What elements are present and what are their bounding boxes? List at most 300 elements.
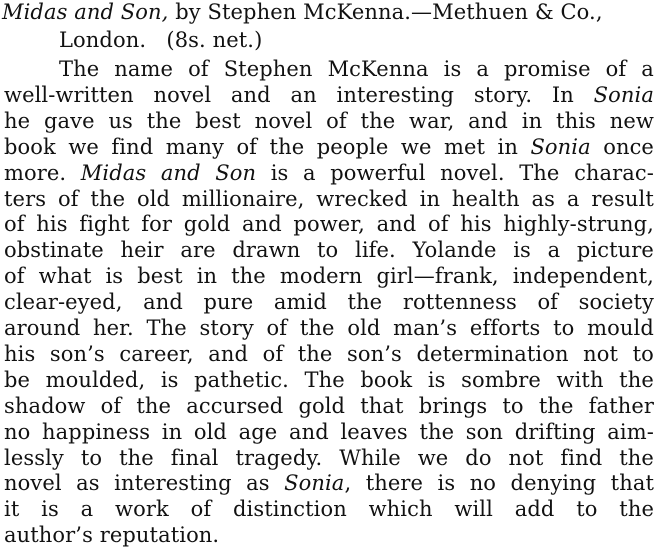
- word: [137, 187, 170, 212]
- word: [305, 368, 345, 393]
- word: [101, 394, 122, 419]
- text-run: leaves: [340, 420, 408, 444]
- text-run: it: [4, 497, 20, 521]
- text-run: well-written: [4, 83, 134, 107]
- text-run: In: [551, 83, 574, 107]
- word: [409, 109, 454, 134]
- word: [377, 212, 417, 237]
- review-text-line: [4, 394, 654, 419]
- italic-title: Son: [215, 161, 257, 185]
- word: [532, 187, 556, 212]
- text-run: best: [137, 264, 183, 288]
- word: [111, 135, 153, 160]
- text-run: drifting: [514, 420, 596, 444]
- review-header-line: [2, 0, 603, 25]
- text-run: Stephen: [223, 57, 313, 81]
- text-run: be: [4, 368, 31, 392]
- text-run: find: [560, 446, 603, 470]
- word: [530, 135, 590, 160]
- word: [560, 446, 602, 471]
- word: [603, 135, 654, 160]
- text-run: moulded,: [45, 368, 146, 392]
- text-run: the: [90, 187, 126, 211]
- word: [4, 497, 19, 522]
- word: [583, 342, 618, 367]
- text-run: health: [451, 187, 520, 211]
- word: [263, 342, 284, 367]
- text-run: once: [603, 135, 654, 159]
- word: [39, 264, 92, 289]
- word: [522, 109, 542, 134]
- word: [114, 57, 173, 82]
- word: [401, 135, 432, 160]
- word: [393, 316, 457, 341]
- text-run: novel: [254, 109, 313, 133]
- word: [270, 135, 305, 160]
- word: [4, 238, 104, 263]
- text-run: powerful: [330, 161, 426, 185]
- word: [509, 446, 544, 471]
- word: [347, 316, 380, 341]
- word: [537, 290, 558, 315]
- italic-title: and: [160, 161, 201, 185]
- word: [42, 420, 150, 445]
- text-run: is: [513, 238, 531, 262]
- word: [444, 57, 462, 82]
- word: [50, 342, 105, 367]
- text-run: determination: [416, 342, 569, 366]
- text-run: there: [365, 471, 424, 495]
- book-byline: by Stephen McKenna.—Methuen & Co.,: [168, 0, 603, 24]
- text-run: to: [632, 342, 654, 366]
- text-run: of: [57, 187, 79, 211]
- word: [303, 161, 316, 186]
- word: [369, 497, 433, 522]
- word: [360, 368, 412, 393]
- review-text-line: [4, 83, 654, 108]
- word: [417, 342, 569, 367]
- word: [452, 187, 520, 212]
- word: [79, 212, 129, 237]
- text-run: father: [588, 394, 654, 418]
- word: [419, 420, 454, 445]
- text-run: to: [553, 316, 575, 340]
- word: [326, 109, 347, 134]
- word: [186, 394, 283, 419]
- word: [470, 471, 496, 496]
- word: [143, 290, 183, 315]
- text-run: of: [262, 342, 284, 366]
- word: [147, 109, 182, 134]
- word: [119, 342, 193, 367]
- text-run: and: [468, 109, 508, 133]
- text-run: highly-strung,: [503, 212, 654, 236]
- text-run: that: [610, 471, 654, 495]
- word: [236, 135, 257, 160]
- word: [4, 161, 66, 186]
- text-run: in: [161, 420, 183, 444]
- text-run: man’s: [393, 316, 458, 340]
- text-run: that: [360, 394, 404, 418]
- text-run: the: [619, 497, 654, 521]
- word: [633, 342, 654, 367]
- word: [468, 109, 508, 134]
- word: [403, 290, 517, 315]
- word: [317, 135, 389, 160]
- word: [280, 264, 363, 289]
- word: [619, 368, 654, 393]
- word: [376, 264, 498, 289]
- word: [41, 497, 59, 522]
- text-run: a: [547, 238, 561, 262]
- text-run: is: [427, 368, 446, 392]
- text-run: life.: [355, 238, 396, 262]
- text-run: tragedy.: [235, 446, 323, 470]
- text-run: do: [465, 446, 492, 470]
- review-text-line: [4, 238, 654, 263]
- word: [81, 161, 146, 186]
- text-run: more.: [4, 161, 67, 185]
- word: [574, 161, 654, 186]
- word: [4, 446, 64, 471]
- text-run: a: [80, 497, 94, 521]
- text-run: novel: [153, 83, 212, 107]
- word: [246, 471, 270, 496]
- review-text-line: [4, 420, 654, 445]
- word: [515, 497, 555, 522]
- word: [4, 187, 46, 212]
- text-run: The: [304, 368, 345, 392]
- word: [504, 57, 591, 82]
- word: [553, 316, 574, 341]
- text-run: is: [160, 368, 179, 392]
- word: [300, 316, 335, 341]
- word: [194, 420, 227, 445]
- review-text-line: [4, 264, 654, 289]
- review-text-line: [4, 523, 219, 548]
- text-run: will: [454, 497, 493, 521]
- review-text-line: [4, 109, 654, 134]
- text-run: the: [619, 446, 654, 470]
- text-run: the: [419, 420, 455, 444]
- text-run: of: [100, 394, 122, 418]
- text-run: denying: [510, 471, 597, 495]
- text-run: he: [4, 109, 31, 133]
- word: [4, 109, 30, 134]
- word: [136, 394, 171, 419]
- word: [548, 238, 561, 263]
- text-run: as: [246, 471, 270, 495]
- italic-title: Sonia: [284, 471, 345, 495]
- word: [519, 161, 559, 186]
- text-run: her.: [93, 316, 134, 340]
- review-text-line: [4, 446, 654, 471]
- word: [539, 394, 574, 419]
- word: [340, 420, 407, 445]
- word: [594, 83, 654, 108]
- word: [81, 497, 94, 522]
- word: [166, 135, 224, 160]
- text-run: are: [180, 238, 216, 262]
- word: [606, 57, 627, 82]
- word: [348, 290, 383, 315]
- text-run: the: [231, 264, 266, 288]
- word: [59, 57, 99, 82]
- text-run: to: [576, 497, 598, 521]
- text-run: millionaire,: [181, 187, 305, 211]
- text-run: of: [190, 497, 212, 521]
- word: [161, 368, 179, 393]
- text-run: sombre: [461, 368, 541, 392]
- word: [476, 57, 489, 82]
- word: [438, 471, 456, 496]
- word: [419, 394, 488, 419]
- text-run: career,: [119, 342, 194, 366]
- text-run: to: [502, 394, 524, 418]
- text-run: the: [136, 394, 172, 418]
- text-run: to: [317, 238, 339, 262]
- review-text-line: [4, 187, 654, 212]
- text-run: the: [297, 342, 333, 366]
- text-run: girl—frank,: [376, 264, 499, 288]
- text-run: power,: [293, 212, 365, 236]
- word: [361, 109, 396, 134]
- review-text-line: [59, 57, 654, 82]
- text-run: story: [199, 316, 254, 340]
- word: [316, 187, 408, 212]
- text-run: interesting: [114, 471, 232, 495]
- text-run: in: [196, 264, 218, 288]
- word: [203, 290, 253, 315]
- word: [366, 471, 423, 496]
- review-text-line: [4, 316, 654, 341]
- word: [460, 212, 491, 237]
- text-run: story.: [473, 83, 533, 107]
- text-run: war,: [409, 109, 455, 133]
- word: [108, 109, 133, 134]
- word: [58, 187, 79, 212]
- review-text-line: [4, 497, 654, 522]
- text-run: wrecked: [316, 187, 408, 211]
- word: [231, 264, 266, 289]
- review-text-line: [4, 135, 654, 160]
- word: [119, 446, 154, 471]
- text-run: independent,: [512, 264, 654, 288]
- word: [255, 109, 313, 134]
- text-run: of: [188, 57, 209, 81]
- word: [589, 394, 654, 419]
- text-run: brings: [418, 394, 488, 418]
- text-run: happiness: [42, 420, 151, 444]
- review-text-line: [4, 290, 654, 315]
- word: [171, 446, 219, 471]
- word: [4, 264, 25, 289]
- word: [515, 420, 596, 445]
- word: [428, 368, 446, 393]
- word: [231, 83, 271, 108]
- text-run: charac-: [574, 161, 654, 185]
- word: [420, 187, 440, 212]
- text-run: of: [4, 212, 25, 236]
- word: [454, 497, 493, 522]
- word: [607, 420, 654, 445]
- text-run: of: [266, 316, 288, 340]
- word: [360, 394, 403, 419]
- word: [611, 471, 654, 496]
- text-run: and: [208, 342, 249, 366]
- text-run: old: [136, 187, 171, 211]
- word: [239, 420, 278, 445]
- word: [267, 316, 288, 341]
- word: [235, 446, 322, 471]
- italic-title: Midas: [80, 161, 147, 185]
- text-run: McKenna: [327, 57, 429, 81]
- italic-title: Sonia: [530, 135, 591, 159]
- text-run: interesting: [336, 83, 455, 107]
- text-run: is: [41, 497, 59, 521]
- text-run: in: [419, 187, 441, 211]
- text-run: and: [143, 290, 183, 314]
- text-run: and: [376, 212, 417, 236]
- text-run: with: [556, 368, 604, 392]
- book-publisher-line: London. (8s. net.): [59, 28, 263, 52]
- text-run: of: [605, 57, 627, 81]
- text-run: The: [519, 161, 560, 185]
- text-run: a: [641, 57, 654, 81]
- word: [591, 187, 654, 212]
- text-run: the: [269, 135, 305, 159]
- text-run: clear-eyed,: [4, 290, 123, 314]
- word: [182, 187, 305, 212]
- word: [153, 83, 211, 108]
- text-run: we: [68, 135, 99, 159]
- text-run: his: [36, 212, 68, 236]
- text-run: not: [508, 446, 544, 470]
- word: [511, 471, 597, 496]
- text-run: a: [476, 57, 489, 81]
- word: [224, 57, 313, 82]
- text-run: rottenness: [402, 290, 517, 314]
- word: [90, 187, 125, 212]
- word: [68, 135, 99, 160]
- text-run: result: [591, 187, 654, 211]
- word: [232, 238, 300, 263]
- text-run: modern: [279, 264, 363, 288]
- word: [4, 420, 30, 445]
- word: [552, 83, 574, 108]
- text-run: is: [443, 57, 462, 81]
- text-run: accursed: [186, 394, 284, 418]
- word: [498, 135, 518, 160]
- word: [161, 161, 201, 186]
- text-run: obstinate: [4, 238, 104, 262]
- word: [298, 394, 345, 419]
- word: [293, 212, 365, 237]
- text-run: many: [165, 135, 224, 159]
- review-text-line: [4, 471, 654, 496]
- text-run: what: [38, 264, 92, 288]
- text-run: us: [108, 109, 133, 133]
- text-run: his: [4, 342, 36, 366]
- word: [513, 264, 654, 289]
- word: [619, 497, 654, 522]
- text-run: a: [303, 161, 316, 185]
- text-run: distinction: [233, 497, 347, 521]
- word: [461, 368, 541, 393]
- word: [557, 368, 604, 393]
- text-run: fight: [79, 212, 130, 236]
- text-run: new: [609, 109, 654, 133]
- text-run: around: [4, 316, 81, 340]
- word: [147, 316, 187, 341]
- text-run: which: [368, 497, 433, 521]
- text-run: novel: [4, 471, 62, 495]
- word: [4, 212, 25, 237]
- text-run: we: [400, 135, 432, 159]
- text-run: gold: [183, 212, 231, 236]
- text-run: mould: [587, 316, 654, 340]
- text-run: is: [437, 471, 456, 495]
- word: [290, 83, 316, 108]
- text-run: in: [497, 135, 518, 159]
- text-run: society: [578, 290, 654, 314]
- text-run: son’s: [347, 342, 402, 366]
- word: [579, 290, 654, 315]
- text-run: to: [80, 446, 103, 470]
- text-run: his: [460, 212, 492, 236]
- text-run: and: [288, 420, 329, 444]
- word: [188, 57, 209, 82]
- word: [114, 471, 232, 496]
- word: [215, 161, 256, 186]
- text-run: book: [360, 368, 413, 392]
- text-run: son’s: [49, 342, 105, 366]
- text-run: lessly: [4, 446, 64, 470]
- text-run: and: [241, 212, 282, 236]
- word: [465, 446, 491, 471]
- text-run: best: [195, 109, 241, 133]
- word: [619, 446, 654, 471]
- text-run: and: [230, 83, 271, 107]
- text-run: promise: [503, 57, 591, 81]
- word: [289, 420, 329, 445]
- text-run: final: [170, 446, 219, 470]
- text-run: no: [4, 420, 31, 444]
- word: [330, 161, 425, 186]
- text-run: is: [105, 264, 124, 288]
- text-run: picture: [576, 238, 654, 262]
- word: [242, 212, 282, 237]
- word: [274, 290, 327, 315]
- word: [141, 212, 172, 237]
- word: [194, 368, 289, 393]
- text-run: of: [236, 135, 258, 159]
- word: [271, 161, 289, 186]
- text-run: old: [347, 316, 381, 340]
- word: [184, 212, 231, 237]
- word: [93, 316, 134, 341]
- word: [115, 497, 169, 522]
- word: [4, 471, 62, 496]
- word: [105, 264, 123, 289]
- word: [587, 316, 654, 341]
- text-run: the: [619, 368, 654, 392]
- text-run: The: [146, 316, 187, 340]
- text-run: as: [531, 187, 556, 211]
- text-run: as: [76, 471, 100, 495]
- review-text-line: [4, 368, 654, 393]
- word: [503, 212, 654, 237]
